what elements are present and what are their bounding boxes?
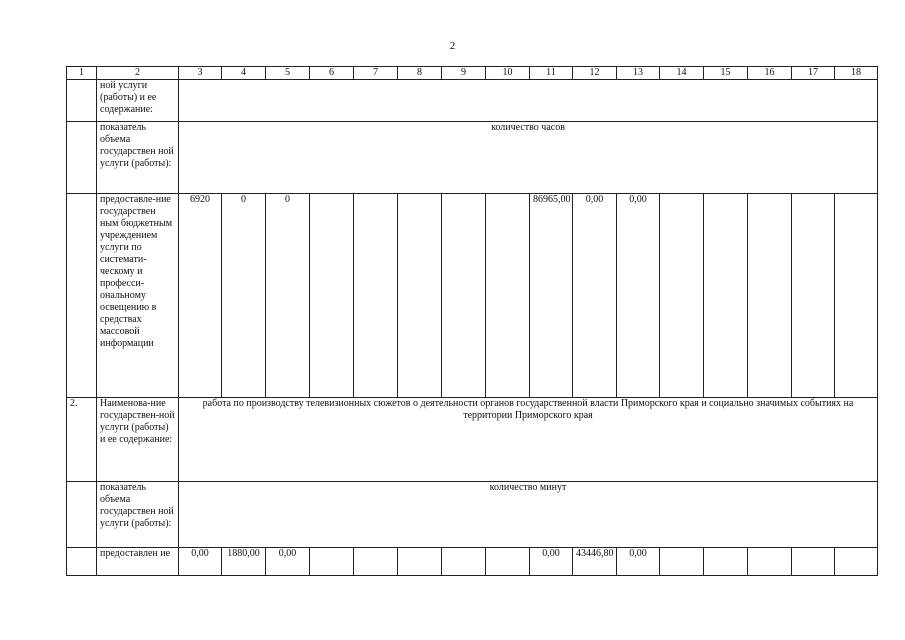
row-number-cell xyxy=(67,80,97,122)
header-cell: 2 xyxy=(97,67,179,80)
value-cell xyxy=(792,194,835,398)
table-row xyxy=(67,122,878,194)
header-cell: 18 xyxy=(835,67,878,80)
header-cell: 10 xyxy=(486,67,530,80)
row-number-cell xyxy=(67,548,97,576)
header-row xyxy=(67,67,878,80)
value-cell xyxy=(660,548,704,576)
header-cell: 8 xyxy=(398,67,442,80)
merged-cell: работа по производству телевизионных сюжетов о деятельности органов государственной власти Приморского края и социально значимых событиях на территории Приморского края xyxy=(179,398,878,482)
value-cell: 0,00 xyxy=(573,194,617,398)
header-cell: 7 xyxy=(354,67,398,80)
table-row xyxy=(67,80,878,122)
row-number-cell: 2. xyxy=(67,398,97,482)
header-cell: 17 xyxy=(792,67,835,80)
value-cell: 0,00 xyxy=(530,548,573,576)
value-cell xyxy=(310,194,354,398)
value-cell: 86965,00 xyxy=(530,194,573,398)
header-cell: 14 xyxy=(660,67,704,80)
merged-cell: количество минут xyxy=(179,482,878,548)
header-cell: 9 xyxy=(442,67,486,80)
value-cell xyxy=(354,548,398,576)
value-cell xyxy=(792,548,835,576)
merged-cell xyxy=(179,80,878,122)
header-cell: 16 xyxy=(748,67,792,80)
table-row xyxy=(67,194,878,398)
row-number-cell xyxy=(67,122,97,194)
value-cell: 6920 xyxy=(179,194,222,398)
value-cell: 0 xyxy=(222,194,266,398)
header-cell: 4 xyxy=(222,67,266,80)
merged-cell: количество часов xyxy=(179,122,878,194)
row-label-cell: показатель объема государствен ной услуги (работы): xyxy=(97,122,179,194)
header-cell: 6 xyxy=(310,67,354,80)
value-cell xyxy=(442,194,486,398)
value-cell xyxy=(398,548,442,576)
value-cell xyxy=(835,548,878,576)
value-cell: 0,00 xyxy=(266,548,310,576)
value-cell xyxy=(748,548,792,576)
value-cell: 0 xyxy=(266,194,310,398)
value-cell xyxy=(486,548,530,576)
header-cell: 13 xyxy=(617,67,660,80)
value-cell: 0,00 xyxy=(617,194,660,398)
value-cell xyxy=(704,194,748,398)
value-cell xyxy=(748,194,792,398)
row-label-cell: предоставле-ние государствен ным бюджетным учреждением услуги по системати-ческому и професси-ональному освещению в средствах массовой информации xyxy=(97,194,179,398)
page-number: 2 xyxy=(449,40,456,52)
value-cell xyxy=(398,194,442,398)
value-cell xyxy=(486,194,530,398)
row-number-cell xyxy=(67,482,97,548)
value-cell: 1880,00 xyxy=(222,548,266,576)
row-number-cell xyxy=(67,194,97,398)
header-cell: 3 xyxy=(179,67,222,80)
header-cell: 1 xyxy=(67,67,97,80)
header-cell: 11 xyxy=(530,67,573,80)
value-cell xyxy=(704,548,748,576)
row-label-cell: показатель объема государствен ной услуги (работы): xyxy=(97,482,179,548)
value-cell xyxy=(442,548,486,576)
services-table xyxy=(66,66,878,576)
value-cell: 0,00 xyxy=(179,548,222,576)
value-cell xyxy=(310,548,354,576)
table-row xyxy=(67,548,878,576)
value-cell xyxy=(354,194,398,398)
value-cell: 0,00 xyxy=(617,548,660,576)
table-row xyxy=(67,398,878,482)
header-cell: 12 xyxy=(573,67,617,80)
row-label-cell: Наименова-ние государствен-ной услуги (работы) и ее содержание: xyxy=(97,398,179,482)
row-label-cell: предоставлен ие xyxy=(97,548,179,576)
value-cell xyxy=(660,194,704,398)
table-row xyxy=(67,482,878,548)
row-label-cell: ной услуги (работы) и ее содержание: xyxy=(97,80,179,122)
header-cell: 5 xyxy=(266,67,310,80)
value-cell: 43446,80 xyxy=(573,548,617,576)
header-cell: 15 xyxy=(704,67,748,80)
value-cell xyxy=(835,194,878,398)
